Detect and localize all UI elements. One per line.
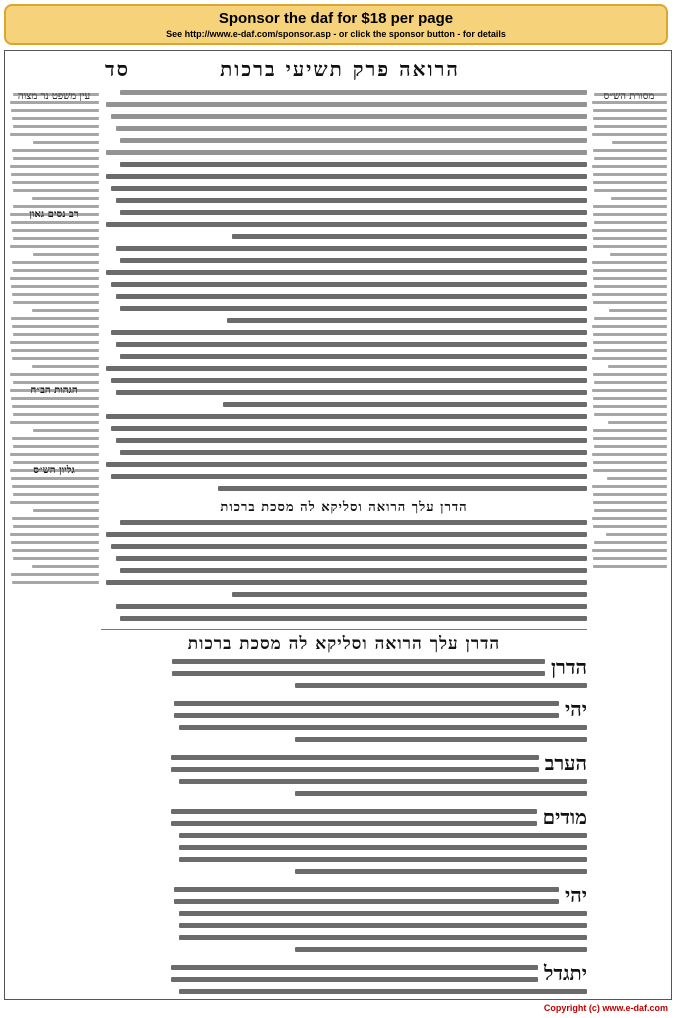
text-line bbox=[101, 195, 587, 207]
text-line bbox=[101, 553, 587, 565]
text-line bbox=[591, 459, 667, 467]
text-line bbox=[101, 255, 587, 267]
text-line bbox=[9, 419, 99, 427]
text-line bbox=[101, 920, 587, 932]
text-line bbox=[101, 722, 587, 734]
text-line bbox=[101, 327, 587, 339]
text-line bbox=[591, 299, 667, 307]
text-line bbox=[9, 195, 99, 203]
text-line bbox=[9, 251, 99, 259]
paragraph-lead-word: יתגדל bbox=[543, 961, 587, 985]
text-line bbox=[591, 163, 667, 171]
text-line bbox=[101, 471, 587, 483]
text-line bbox=[591, 187, 667, 195]
text-line bbox=[9, 547, 99, 555]
text-line bbox=[101, 884, 559, 896]
text-line bbox=[591, 99, 667, 107]
text-line bbox=[9, 163, 99, 171]
page-number: סד bbox=[105, 57, 130, 81]
text-line bbox=[9, 523, 99, 531]
text-line bbox=[101, 375, 587, 387]
text-line bbox=[101, 399, 587, 411]
text-line bbox=[591, 251, 667, 259]
text-line bbox=[591, 235, 667, 243]
prayer-paragraph bbox=[101, 656, 587, 692]
text-line bbox=[9, 403, 99, 411]
text-line bbox=[591, 515, 667, 523]
sponsor-title: Sponsor the daf for $18 per page bbox=[218, 10, 454, 27]
text-line bbox=[101, 854, 587, 866]
text-line bbox=[101, 908, 587, 920]
text-line bbox=[101, 483, 587, 495]
text-line bbox=[101, 435, 587, 447]
text-line bbox=[9, 219, 99, 227]
text-line bbox=[591, 259, 667, 267]
text-line bbox=[9, 443, 99, 451]
text-line bbox=[591, 203, 667, 211]
text-line bbox=[591, 403, 667, 411]
text-line bbox=[9, 227, 99, 235]
text-line bbox=[9, 259, 99, 267]
text-line bbox=[9, 139, 99, 147]
text-line bbox=[101, 668, 545, 680]
text-line bbox=[101, 291, 587, 303]
text-line bbox=[9, 187, 99, 195]
text-line bbox=[591, 171, 667, 179]
text-line bbox=[101, 680, 587, 692]
text-line bbox=[591, 507, 667, 515]
text-line bbox=[591, 379, 667, 387]
text-line bbox=[9, 115, 99, 123]
text-line bbox=[101, 962, 538, 974]
text-line bbox=[101, 207, 587, 219]
text-line bbox=[591, 307, 667, 315]
prayer-paragraph bbox=[101, 884, 587, 956]
text-line bbox=[101, 764, 539, 776]
text-line bbox=[9, 275, 99, 283]
text-line bbox=[591, 339, 667, 347]
text-line bbox=[591, 227, 667, 235]
hagahot-habach-text bbox=[9, 379, 99, 459]
text-line bbox=[591, 499, 667, 507]
text-line bbox=[101, 830, 587, 842]
text-line bbox=[101, 363, 587, 375]
text-line bbox=[9, 171, 99, 179]
text-line bbox=[9, 283, 99, 291]
text-line bbox=[101, 279, 587, 291]
prayer-paragraph bbox=[101, 962, 587, 1000]
text-line bbox=[9, 243, 99, 251]
gilyon-hashas-text bbox=[9, 459, 99, 587]
text-line bbox=[101, 932, 587, 944]
text-line bbox=[591, 267, 667, 275]
text-line bbox=[101, 842, 587, 854]
gilyon-hashas-header: גליון הש״ס bbox=[33, 465, 75, 476]
siyum-line: הדרן עלך הרואה וסליקא לה מסכת ברכות bbox=[220, 500, 468, 515]
text-line bbox=[9, 331, 99, 339]
text-line bbox=[591, 555, 667, 563]
running-title: הרואה פרק תשיעי ברכות bbox=[220, 57, 460, 81]
text-line bbox=[101, 896, 559, 908]
text-line bbox=[9, 155, 99, 163]
divider bbox=[101, 629, 587, 630]
text-line bbox=[591, 275, 667, 283]
page-header bbox=[105, 57, 575, 83]
text-line bbox=[591, 131, 667, 139]
text-line bbox=[591, 315, 667, 323]
text-line bbox=[101, 387, 587, 399]
text-line bbox=[591, 355, 667, 363]
text-line bbox=[101, 231, 587, 243]
text-line bbox=[101, 447, 587, 459]
text-line bbox=[591, 491, 667, 499]
text-line bbox=[101, 303, 587, 315]
text-line bbox=[9, 131, 99, 139]
text-line bbox=[591, 219, 667, 227]
text-line bbox=[9, 539, 99, 547]
text-line bbox=[101, 998, 587, 1000]
paragraph-lead-word: יהי bbox=[565, 697, 587, 721]
copyright-notice: Copyright (c) www.e-daf.com bbox=[543, 1003, 668, 1013]
text-line bbox=[591, 539, 667, 547]
text-line bbox=[101, 866, 587, 878]
paragraph-lead-word: הדרן bbox=[550, 655, 587, 679]
text-line bbox=[9, 99, 99, 107]
text-line bbox=[101, 698, 559, 710]
main-text bbox=[101, 87, 587, 992]
text-line bbox=[9, 411, 99, 419]
text-line bbox=[101, 147, 587, 159]
text-line bbox=[591, 195, 667, 203]
paragraph-lead-word: מודים bbox=[542, 805, 587, 829]
text-line bbox=[591, 419, 667, 427]
text-line bbox=[591, 547, 667, 555]
paragraph-lead-word: הערב bbox=[544, 751, 587, 775]
text-line bbox=[101, 601, 587, 613]
text-line bbox=[591, 523, 667, 531]
text-line bbox=[9, 339, 99, 347]
text-line bbox=[591, 115, 667, 123]
masoret-hashas-header: מסורת הש״ס bbox=[603, 91, 655, 102]
text-line bbox=[591, 155, 667, 163]
text-line bbox=[101, 411, 587, 423]
text-line bbox=[9, 315, 99, 323]
text-line bbox=[101, 589, 587, 601]
text-line bbox=[591, 123, 667, 131]
prayer-paragraph bbox=[101, 698, 587, 746]
text-line bbox=[9, 307, 99, 315]
text-line bbox=[101, 541, 587, 553]
prayer-paragraph bbox=[101, 806, 587, 878]
text-line bbox=[591, 211, 667, 219]
text-line bbox=[9, 579, 99, 587]
text-line bbox=[101, 423, 587, 435]
left-margin-column bbox=[9, 91, 99, 991]
text-line bbox=[9, 235, 99, 243]
right-margin-column bbox=[591, 91, 667, 991]
text-line bbox=[101, 788, 587, 800]
text-line bbox=[101, 776, 587, 788]
text-line bbox=[9, 475, 99, 483]
text-line bbox=[9, 435, 99, 443]
text-line bbox=[101, 710, 559, 722]
text-line bbox=[101, 99, 587, 111]
text-line bbox=[9, 371, 99, 379]
text-line bbox=[9, 107, 99, 115]
text-line bbox=[9, 563, 99, 571]
text-line bbox=[9, 123, 99, 131]
hagahot-habach-header: הגהות הב״ח bbox=[30, 385, 78, 396]
text-line bbox=[9, 451, 99, 459]
siyum-title: הדרן עלך הרואה וסליקא לה מסכת ברכות bbox=[187, 634, 501, 654]
text-line bbox=[101, 577, 587, 589]
text-line bbox=[591, 331, 667, 339]
text-line bbox=[101, 111, 587, 123]
text-line bbox=[101, 123, 587, 135]
text-line bbox=[101, 613, 587, 625]
text-line bbox=[9, 347, 99, 355]
text-line bbox=[9, 299, 99, 307]
text-line bbox=[9, 179, 99, 187]
text-line bbox=[9, 291, 99, 299]
prayer-paragraphs bbox=[101, 656, 587, 1000]
rabbeinu-nissim-header: רב נסים גאון bbox=[29, 209, 79, 220]
text-line bbox=[591, 387, 667, 395]
masoret-hashas-text bbox=[591, 91, 667, 571]
text-line bbox=[591, 283, 667, 291]
text-line bbox=[591, 139, 667, 147]
text-line bbox=[9, 147, 99, 155]
text-line bbox=[101, 818, 537, 830]
prayer-paragraph bbox=[101, 752, 587, 800]
text-line bbox=[591, 107, 667, 115]
text-line bbox=[9, 555, 99, 563]
text-line bbox=[101, 944, 587, 956]
text-line bbox=[9, 571, 99, 579]
gemara-text-continued bbox=[101, 517, 587, 625]
text-line bbox=[591, 291, 667, 299]
text-line bbox=[591, 563, 667, 571]
text-line bbox=[9, 499, 99, 507]
text-line bbox=[101, 183, 587, 195]
text-line bbox=[9, 323, 99, 331]
ein-mishpat-header: עין משפט נר מצוה bbox=[17, 91, 91, 102]
text-line bbox=[101, 351, 587, 363]
text-line bbox=[101, 529, 587, 541]
talmud-page bbox=[4, 50, 672, 1000]
text-line bbox=[591, 323, 667, 331]
rabbeinu-nissim-text bbox=[9, 203, 99, 379]
text-line bbox=[101, 243, 587, 255]
text-line bbox=[9, 483, 99, 491]
text-line bbox=[9, 395, 99, 403]
ein-mishpat-text bbox=[9, 91, 99, 203]
text-line bbox=[591, 443, 667, 451]
text-line bbox=[591, 363, 667, 371]
text-line bbox=[101, 135, 587, 147]
text-line bbox=[9, 427, 99, 435]
text-line bbox=[101, 986, 587, 998]
text-line bbox=[591, 347, 667, 355]
text-line bbox=[9, 515, 99, 523]
text-line bbox=[591, 467, 667, 475]
text-line bbox=[101, 267, 587, 279]
text-line bbox=[591, 371, 667, 379]
text-line bbox=[591, 243, 667, 251]
text-line bbox=[101, 315, 587, 327]
text-line bbox=[9, 507, 99, 515]
text-line bbox=[101, 565, 587, 577]
text-line bbox=[591, 147, 667, 155]
text-line bbox=[101, 87, 587, 99]
paragraph-lead-word: יהי bbox=[565, 883, 587, 907]
text-line bbox=[9, 491, 99, 499]
text-line bbox=[591, 483, 667, 491]
text-line bbox=[101, 974, 538, 986]
text-line bbox=[101, 517, 587, 529]
text-line bbox=[101, 171, 587, 183]
text-line bbox=[9, 363, 99, 371]
text-line bbox=[591, 451, 667, 459]
text-line bbox=[101, 459, 587, 471]
text-line bbox=[9, 267, 99, 275]
text-line bbox=[591, 395, 667, 403]
text-line bbox=[591, 435, 667, 443]
sponsor-subtitle: See http://www.e-daf.com/sponsor.asp - or click the sponsor button - for details bbox=[166, 29, 506, 39]
text-line bbox=[591, 531, 667, 539]
text-line bbox=[101, 339, 587, 351]
text-line bbox=[101, 219, 587, 231]
text-line bbox=[101, 734, 587, 746]
top-commentary bbox=[101, 87, 587, 159]
text-line bbox=[101, 806, 537, 818]
text-line bbox=[591, 411, 667, 419]
text-line bbox=[9, 355, 99, 363]
sponsor-banner[interactable] bbox=[4, 4, 668, 45]
gemara-text bbox=[101, 159, 587, 495]
text-line bbox=[101, 752, 539, 764]
text-line bbox=[101, 159, 587, 171]
text-line bbox=[591, 179, 667, 187]
text-line bbox=[9, 531, 99, 539]
text-line bbox=[101, 656, 545, 668]
text-line bbox=[591, 427, 667, 435]
text-line bbox=[591, 475, 667, 483]
